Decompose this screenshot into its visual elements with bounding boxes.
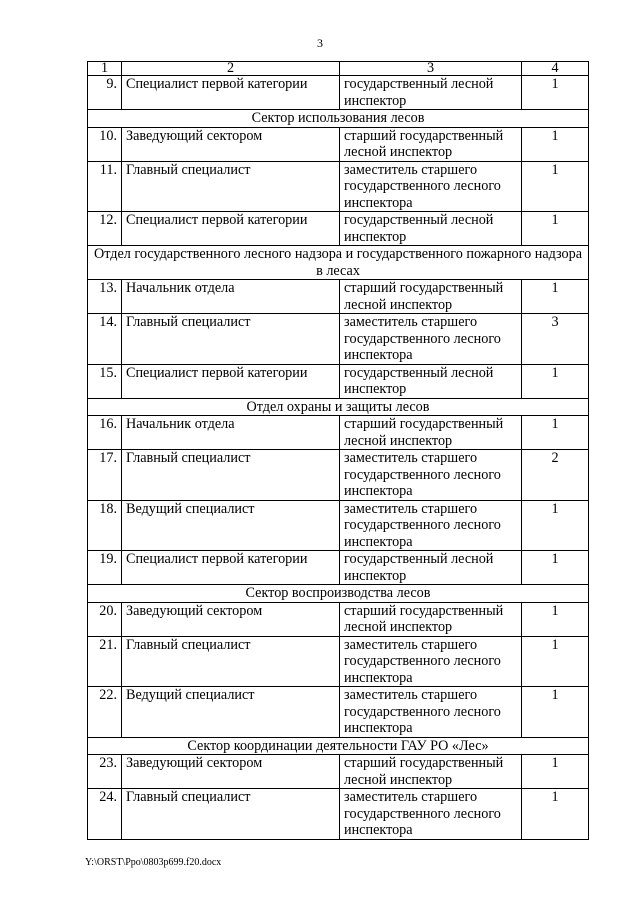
section-row (88, 737, 589, 755)
position-cell: Начальник отдела (122, 280, 340, 314)
row-number: 14. (88, 314, 122, 365)
table-row (88, 500, 589, 551)
count-cell: 2 (522, 450, 589, 501)
page-number: 3 (317, 36, 323, 50)
table-row (88, 687, 589, 738)
position-cell: Ведущий специалист (122, 687, 340, 738)
position-cell: Заведующий сектором (122, 602, 340, 636)
row-number: 10. (88, 127, 122, 161)
position-cell: Главный специалист (122, 314, 340, 365)
count-cell: 1 (522, 76, 589, 110)
row-number: 19. (88, 551, 122, 585)
count-cell: 1 (522, 212, 589, 246)
count-cell: 1 (522, 755, 589, 789)
count-cell: 1 (522, 280, 589, 314)
inspector-title-cell: старший государственный лесной инспектор (340, 280, 522, 314)
inspector-title-cell: старший государственный лесной инспектор (340, 127, 522, 161)
inspector-title-cell: заместитель старшего государственного лесного инспектора (340, 789, 522, 840)
inspector-title-cell: старший государственный лесной инспектор (340, 416, 522, 450)
inspector-title-cell: заместитель старшего государственного лесного инспектора (340, 161, 522, 212)
section-row (88, 585, 589, 603)
count-cell: 3 (522, 314, 589, 365)
row-number: 16. (88, 416, 122, 450)
header-cell: 1 (88, 62, 122, 76)
count-cell: 1 (522, 789, 589, 840)
table-header-row (88, 62, 589, 76)
table-row (88, 161, 589, 212)
header-cell: 4 (522, 62, 589, 76)
table-row (88, 127, 589, 161)
table-row (88, 212, 589, 246)
position-cell: Главный специалист (122, 789, 340, 840)
position-cell: Специалист первой категории (122, 212, 340, 246)
position-cell: Главный специалист (122, 636, 340, 687)
row-number: 21. (88, 636, 122, 687)
table-row (88, 416, 589, 450)
row-number: 18. (88, 500, 122, 551)
row-number: 22. (88, 687, 122, 738)
count-cell: 1 (522, 500, 589, 551)
row-number: 15. (88, 364, 122, 398)
row-number: 13. (88, 280, 122, 314)
row-number: 11. (88, 161, 122, 212)
count-cell: 1 (522, 687, 589, 738)
position-cell: Ведущий специалист (122, 500, 340, 551)
position-cell: Специалист первой категории (122, 551, 340, 585)
row-number: 20. (88, 602, 122, 636)
inspector-title-cell: заместитель старшего государственного лесного инспектора (340, 314, 522, 365)
table-row (88, 789, 589, 840)
staff-table (87, 61, 589, 840)
section-row (88, 398, 589, 416)
count-cell: 1 (522, 416, 589, 450)
section-row (88, 246, 589, 280)
inspector-title-cell: старший государственный лесной инспектор (340, 755, 522, 789)
table-row (88, 314, 589, 365)
count-cell: 1 (522, 602, 589, 636)
table-row (88, 364, 589, 398)
section-title: Сектор использования лесов (88, 110, 589, 128)
inspector-title-cell: заместитель старшего государственного лесного инспектора (340, 636, 522, 687)
row-number: 24. (88, 789, 122, 840)
file-path-footer: Y:\ORST\Ppo\0803p699.f20.docx (85, 857, 222, 868)
inspector-title-cell: государственный лесной инспектор (340, 76, 522, 110)
position-cell: Специалист первой категории (122, 364, 340, 398)
position-cell: Начальник отдела (122, 416, 340, 450)
count-cell: 1 (522, 161, 589, 212)
section-title: Отдел охраны и защиты лесов (88, 398, 589, 416)
table-row (88, 602, 589, 636)
section-title: Отдел государственного лесного надзора и государственного пожарного надзора в лесах (88, 246, 589, 280)
count-cell: 1 (522, 636, 589, 687)
inspector-title-cell: старший государственный лесной инспектор (340, 602, 522, 636)
table-row (88, 280, 589, 314)
header-cell: 3 (340, 62, 522, 76)
position-cell: Заведующий сектором (122, 755, 340, 789)
row-number: 23. (88, 755, 122, 789)
row-number: 12. (88, 212, 122, 246)
table-row (88, 76, 589, 110)
count-cell: 1 (522, 551, 589, 585)
table-row (88, 551, 589, 585)
table-row (88, 636, 589, 687)
inspector-title-cell: государственный лесной инспектор (340, 212, 522, 246)
count-cell: 1 (522, 127, 589, 161)
section-title: Сектор координации деятельности ГАУ РО «Лес» (88, 737, 589, 755)
inspector-title-cell: государственный лесной инспектор (340, 364, 522, 398)
position-cell: Заведующий сектором (122, 127, 340, 161)
row-number: 17. (88, 450, 122, 501)
section-title: Сектор воспроизводства лесов (88, 585, 589, 603)
inspector-title-cell: заместитель старшего государственного лесного инспектора (340, 450, 522, 501)
count-cell: 1 (522, 364, 589, 398)
position-cell: Главный специалист (122, 450, 340, 501)
position-cell: Главный специалист (122, 161, 340, 212)
position-cell: Специалист первой категории (122, 76, 340, 110)
row-number: 9. (88, 76, 122, 110)
table-row (88, 755, 589, 789)
inspector-title-cell: заместитель старшего государственного лесного инспектора (340, 500, 522, 551)
inspector-title-cell: заместитель старшего государственного лесного инспектора (340, 687, 522, 738)
header-cell: 2 (122, 62, 340, 76)
table-row (88, 450, 589, 501)
section-row (88, 110, 589, 128)
inspector-title-cell: государственный лесной инспектор (340, 551, 522, 585)
